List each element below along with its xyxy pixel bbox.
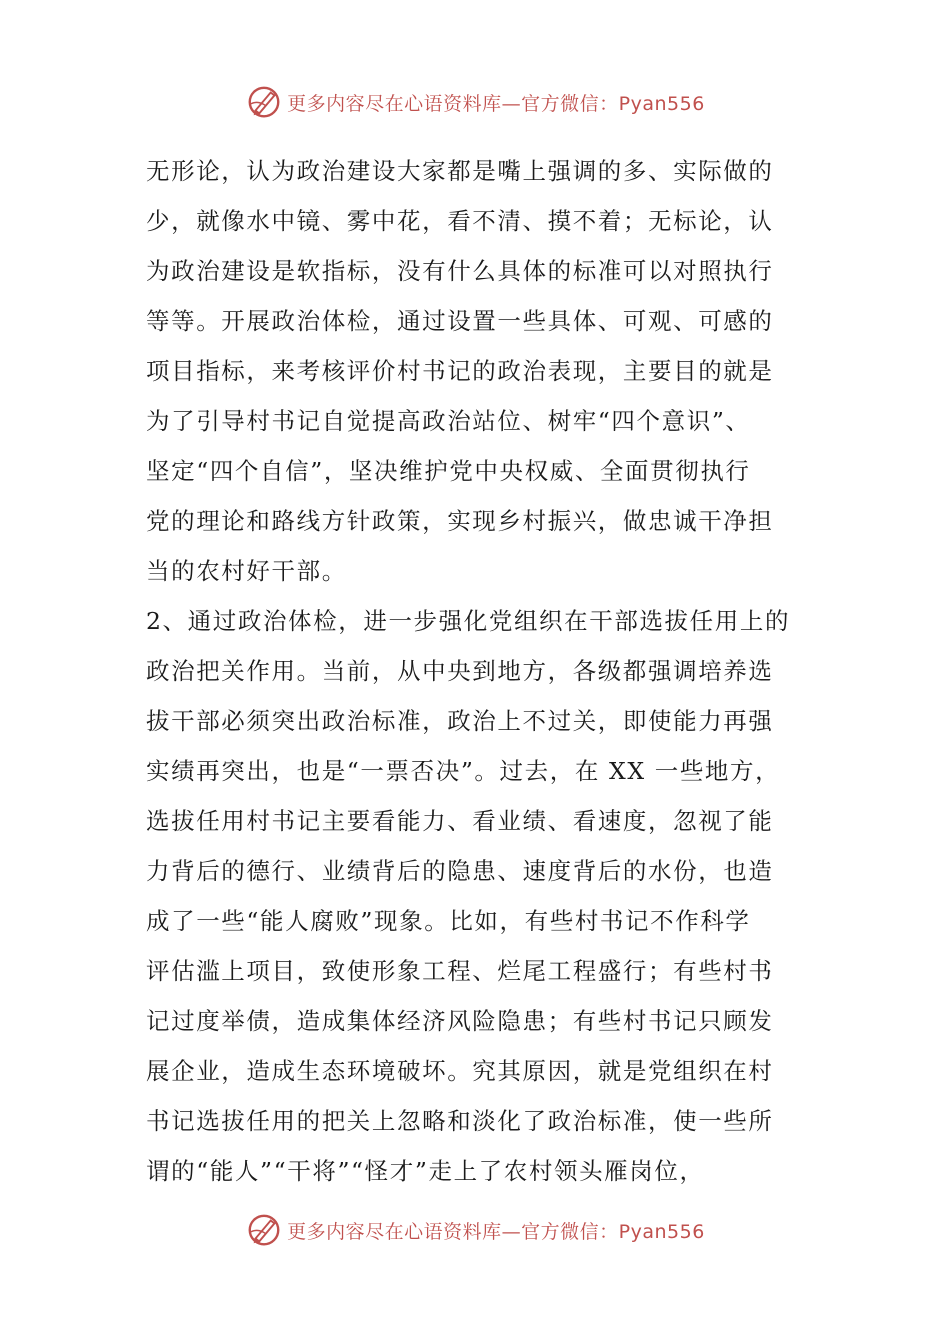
text-line: 谓的“能人”“干将”“怪才”走上了农村领头雁岗位， [146, 1157, 705, 1185]
text-line: 为政治建设是软指标，没有什么具体的标准可以对照执行 [146, 257, 774, 285]
text-line: 项目指标，来考核评价村书记的政治表现，主要目的就是 [146, 357, 774, 385]
text-line: 实绩再突出，也是“一票否决”。过去，在 XX 一些地方， [146, 757, 781, 785]
footer-banner-text [287, 1217, 705, 1244]
footer-banner-label: 更多内容尽在心语资料库—官方微信： [287, 1220, 619, 1243]
header-wechat-id: Pyan556 [618, 92, 705, 115]
footer-wechat-id: Pyan556 [618, 1220, 705, 1243]
header-banner-label: 更多内容尽在心语资料库—官方微信： [287, 92, 619, 115]
header-banner-text [287, 89, 705, 116]
text-line: 记过度举债，造成集体经济风险隐患；有些村书记只顾发 [146, 1007, 774, 1035]
pen-logo-icon [245, 1211, 283, 1249]
text-line: 拔干部必须突出政治标准，政治上不过关，即使能力再强 [146, 707, 774, 735]
text-line: 党的理论和路线方针政策，实现乡村振兴，做忠诚干净担 [146, 507, 774, 535]
text-line: 展企业，造成生态环境破坏。究其原因，就是党组织在村 [146, 1057, 774, 1085]
header-watermark-banner [0, 82, 950, 122]
text-line: 为了引导村书记自觉提高政治站位、树牢“四个意识”、 [146, 407, 751, 435]
text-line: 坚定“四个自信”，坚决维护党中央权威、全面贯彻执行 [146, 457, 751, 485]
footer-watermark-banner [0, 1210, 950, 1250]
text-line: 等等。开展政治体检，通过设置一些具体、可观、可感的 [146, 307, 774, 335]
text-line: 力背后的德行、业绩背后的隐患、速度背后的水份，也造 [146, 857, 774, 885]
text-line: 评估滥上项目，致使形象工程、烂尾工程盛行；有些村书 [146, 957, 774, 985]
text-line: 政治把关作用。当前，从中央到地方，各级都强调培养选 [146, 657, 774, 685]
text-line: 少，就像水中镜、雾中花，看不清、摸不着；无标论，认 [146, 207, 774, 235]
text-line: 书记选拔任用的把关上忽略和淡化了政治标准，使一些所 [146, 1107, 774, 1135]
document-body [146, 146, 826, 1196]
text-line: 无形论，认为政治建设大家都是嘴上强调的多、实际做的 [146, 157, 774, 185]
text-line: 选拔任用村书记主要看能力、看业绩、看速度，忽视了能 [146, 807, 774, 835]
pen-logo-icon [245, 83, 283, 121]
text-line: 成了一些“能人腐败”现象。比如，有些村书记不作科学 [146, 907, 751, 935]
text-line: 当的农村好干部。 [146, 557, 347, 585]
text-line: 2、通过政治体检，进一步强化党组织在干部选拔任用上的 [146, 607, 791, 635]
